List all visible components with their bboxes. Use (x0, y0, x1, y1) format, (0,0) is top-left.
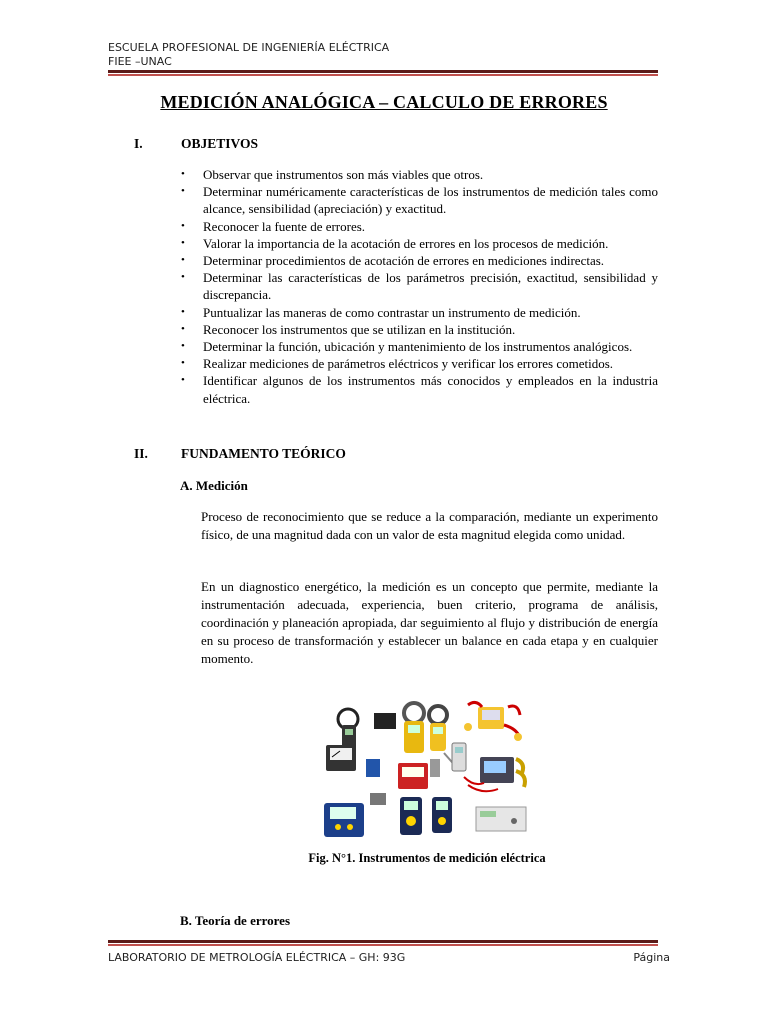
footer-rule (108, 940, 658, 946)
data-logger-icon (452, 743, 466, 771)
footer-page-label: Página (633, 951, 670, 964)
header-school: ESCUELA PROFESIONAL DE INGENIERÍA ELÉCTRICA (108, 41, 390, 54)
clamp-meter-icon (404, 703, 424, 753)
instruments-figure (318, 697, 536, 841)
tester-icon (366, 759, 380, 777)
sensor-icon (374, 713, 396, 729)
clamp-meter-icon (429, 706, 447, 751)
page-header (108, 41, 389, 69)
calibrator-icon (324, 803, 364, 837)
section-title: OBJETIVOS (181, 136, 259, 151)
paragraph-medicion-definition: Proceso de reconocimiento que se reduce a la comparación, mediante un experimento físico, de una magnitud dada con un valor de esta magnitud elegida como unidad. (201, 509, 658, 542)
footer-lab-name: LABORATORIO DE METROLOGÍA ELÉCTRICA – GH: 93G (108, 951, 406, 964)
multimeter-icon (432, 797, 452, 833)
analog-meter-icon (398, 763, 428, 789)
power-analyzer-icon (464, 757, 525, 791)
subsection-medicion: A. Medición (180, 478, 248, 493)
list-item: • Identificar algunos de los instrumentos más conocidos y empleados en la industria eléctrica. (180, 372, 658, 406)
power-analyzer-icon (464, 702, 522, 741)
paragraph-medicion-diagnostico: En un diagnostico energético, la medición es un concepto que permite, mediante la instrumentación adecuada, experiencia, buen criterio, programa de análisis, coordinación y planeación apropiada, dar seguimiento al flujo y distribución de energía en su proceso de transformación y establecer un balance en cada etapa y en cualquier momento. (201, 579, 658, 666)
list-item: • Reconocer los instrumentos que se utilizan en la institución. (180, 321, 658, 338)
objectives-list (180, 166, 658, 407)
multimeter-icon (400, 797, 422, 835)
list-item: • Reconocer la fuente de errores. (180, 218, 658, 235)
section-number: II. (134, 446, 148, 461)
section-title: FUNDAMENTO TEÓRICO (181, 446, 346, 461)
list-item: • Determinar las características de los parámetros precisión, exactitud, sensibilidad y discrepancia. (180, 269, 658, 303)
subsection-teoria-errores: B. Teoría de errores (180, 913, 291, 928)
device-icon (370, 793, 386, 805)
list-item: • Observar que instrumentos son más viables que otros. (180, 166, 658, 183)
list-item: • Valorar la importancia de la acotación de errores en los procesos de medición. (180, 235, 658, 252)
list-item: • Puntualizar las maneras de como contrastar un instrumento de medición. (180, 304, 658, 321)
document-title: MEDICIÓN ANALÓGICA – CALCULO DE ERRORES (160, 92, 608, 112)
list-item: • Determinar procedimientos de acotación de errores en mediciones indirectas. (180, 252, 658, 269)
insulation-tester-icon (326, 745, 356, 771)
bench-instrument-icon (476, 807, 526, 831)
list-item: • Determinar la función, ubicación y mantenimiento de los instrumentos analógicos. (180, 338, 658, 355)
figure-caption: Fig. N°1. Instrumentos de medición eléctrica (308, 851, 546, 865)
section-number: I. (134, 136, 143, 151)
clamp-meter-icon (338, 709, 358, 749)
list-item: • Realizar mediciones de parámetros eléctricos y verificar los errores cometidos. (180, 355, 658, 372)
header-faculty: FIEE –UNAC (108, 55, 172, 68)
header-rule (108, 70, 658, 76)
probe-icon (430, 759, 440, 777)
list-item: • Determinar numéricamente características de los instrumentos de medición tales como alcance, sensibilidad (apreciación) y exactitud. (180, 183, 658, 217)
page-footer (108, 951, 670, 964)
